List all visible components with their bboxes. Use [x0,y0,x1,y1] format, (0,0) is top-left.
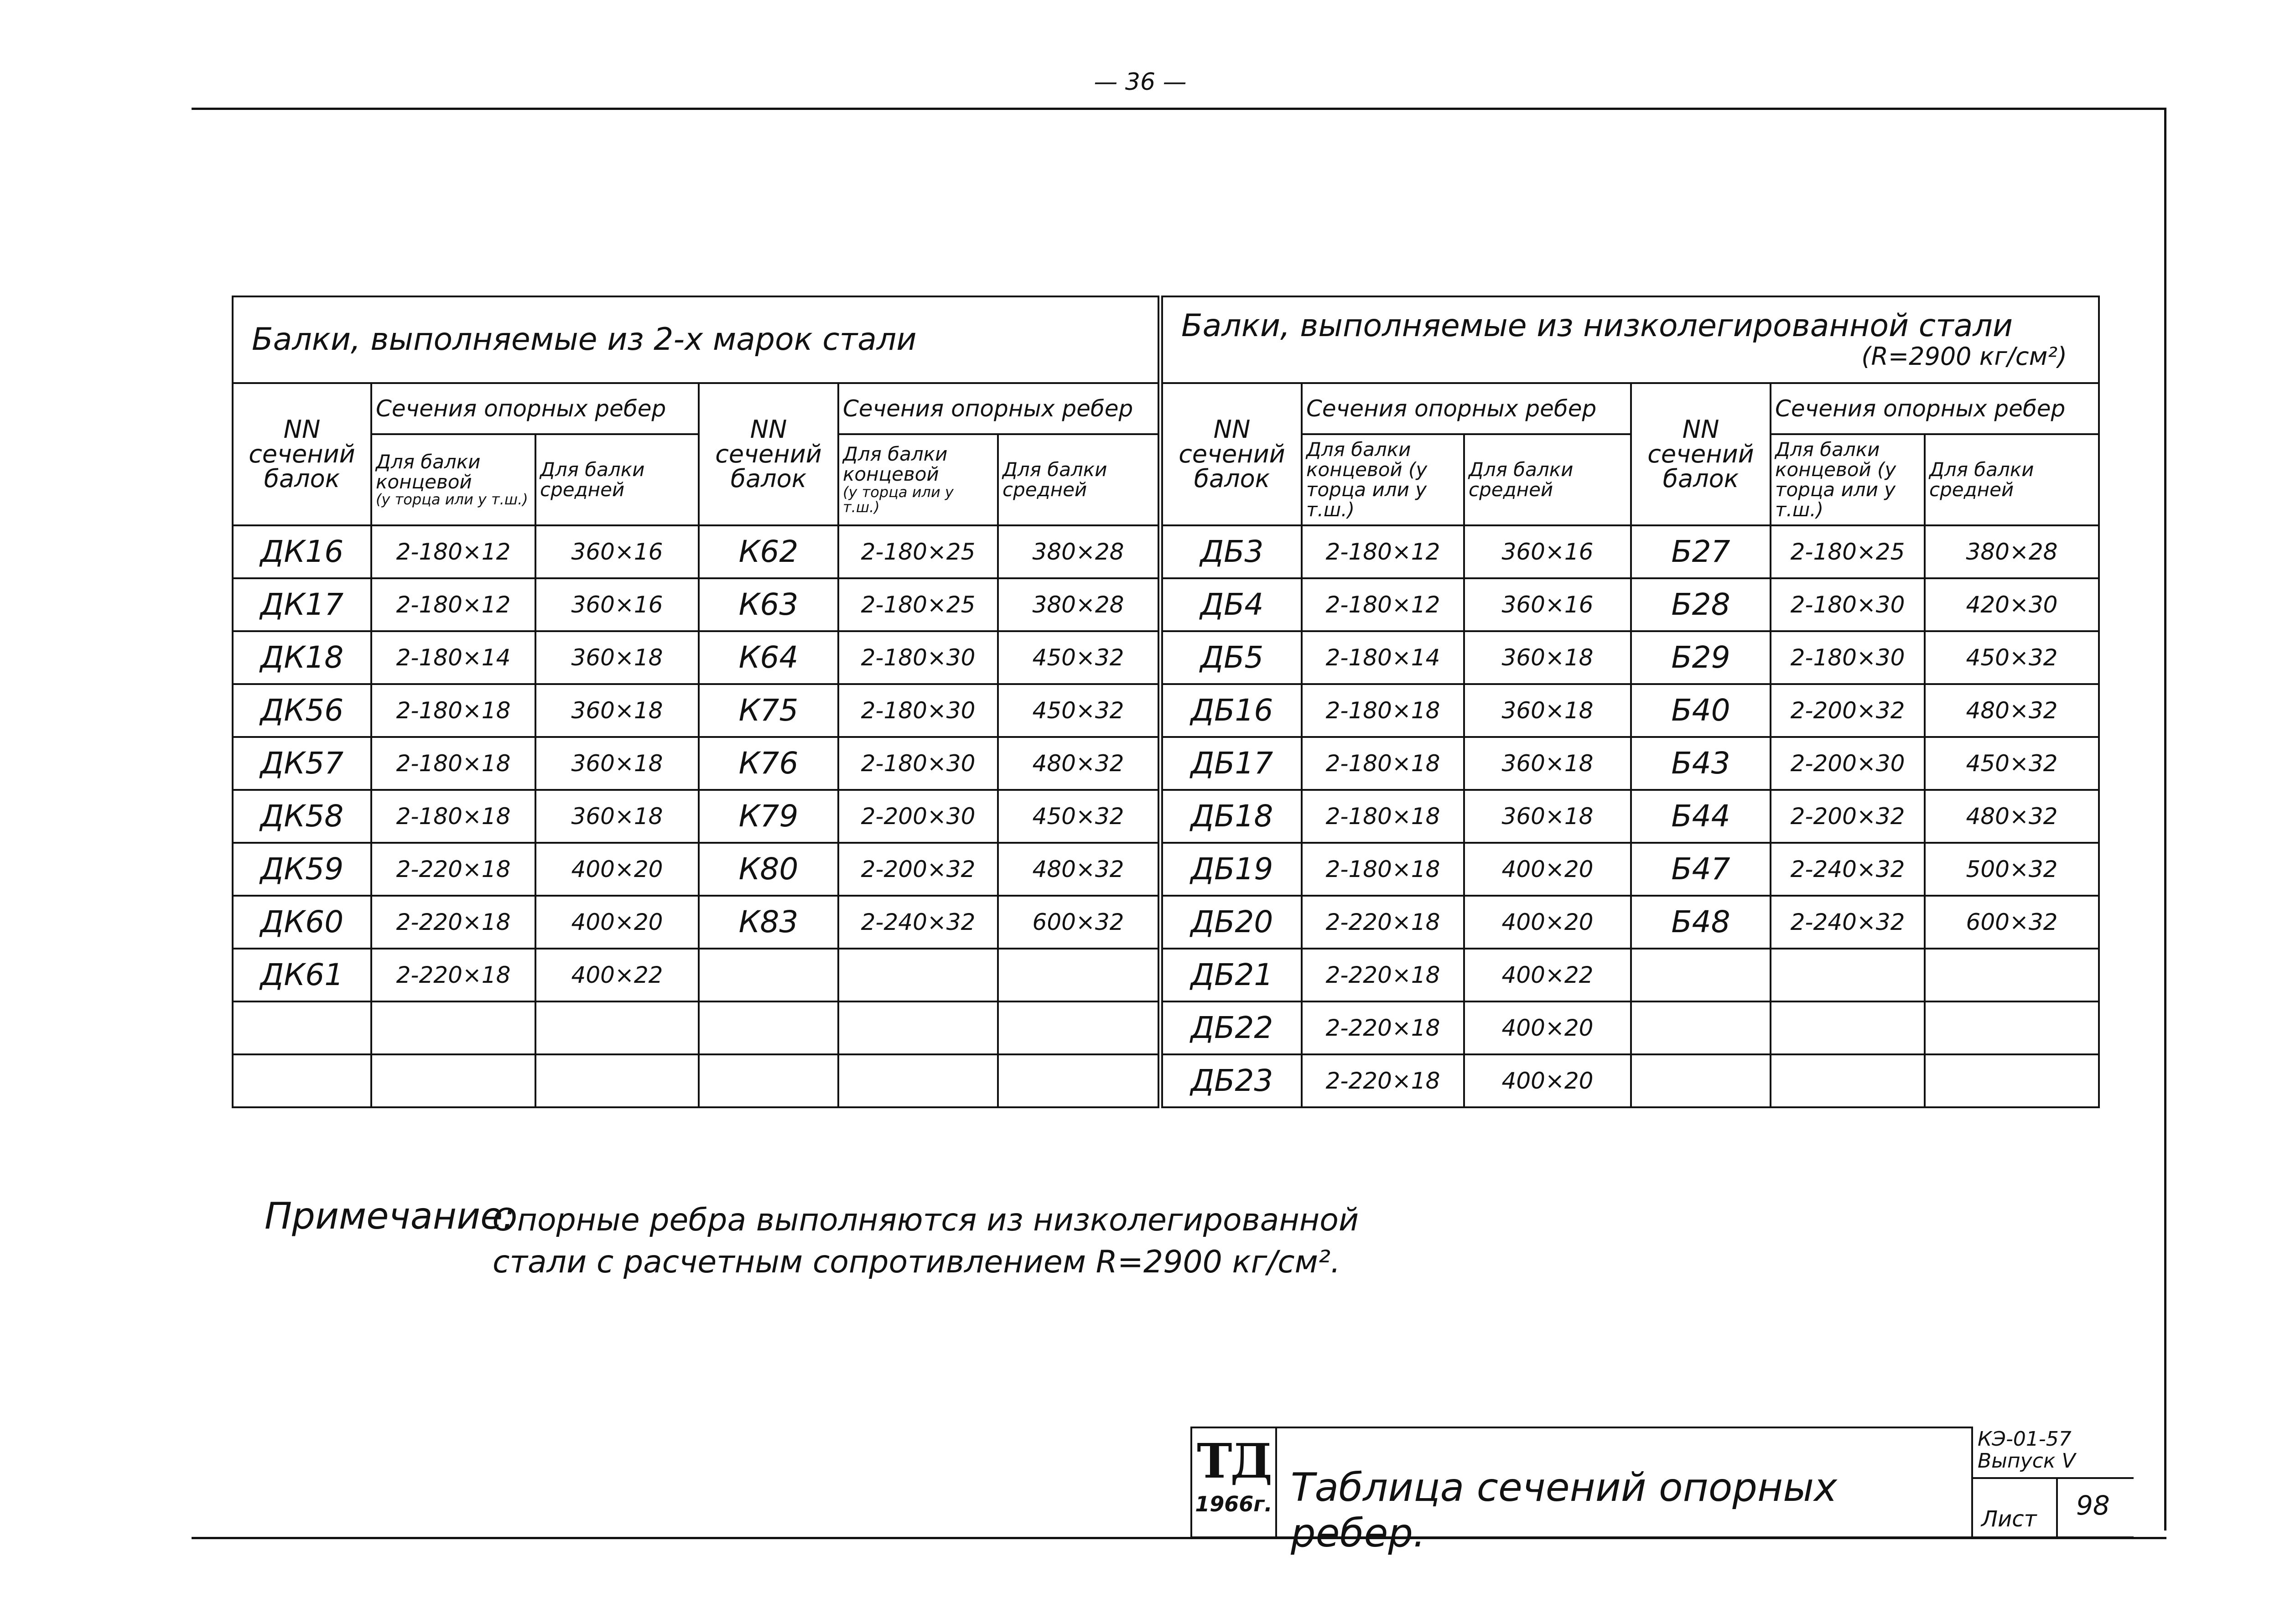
table-cell-c1: ДК18 [233,631,371,684]
table-cell-c8: 2-220×18 [1302,949,1464,1001]
table-cell-c8: 2-180×18 [1302,790,1464,843]
table-cell-c11: 2-180×30 [1771,578,1925,631]
table-cell-c9: 360×18 [1464,684,1631,737]
table-cell-c11: 2-240×32 [1771,843,1925,896]
table-cell-c6 [998,1054,1160,1107]
table-cell-c12 [1925,949,2099,1001]
table-cell-c9: 360×18 [1464,790,1631,843]
table-cell-c7: ДБ17 [1160,737,1302,790]
table-cell-c5: 2-240×32 [838,896,998,949]
header-nn-sections-1: NN сечений балок [233,383,371,525]
table-row [233,684,2099,737]
table-cell-c8: 2-180×18 [1302,684,1464,737]
right-frame-line [2164,108,2166,1531]
table-cell-c2 [371,1054,535,1107]
table-cell-c7: ДБ18 [1160,790,1302,843]
table-cell-c2: 2-180×12 [371,525,535,578]
header-sections-2: Сечения опорных ребер [838,383,1160,434]
table-cell-c2: 2-180×18 [371,737,535,790]
table-cell-c12: 500×32 [1925,843,2099,896]
table-cell-c9: 400×20 [1464,1054,1631,1107]
table-cell-c6: 480×32 [998,843,1160,896]
table-cell-c11: 2-200×32 [1771,684,1925,737]
table-cell-c5 [838,949,998,1001]
table-cell-c3: 360×16 [535,578,699,631]
table-cell-c4: К83 [699,896,838,949]
table-cell-c7: ДБ22 [1160,1001,1302,1054]
header-nn-sections-3: NN сечений балок [1160,383,1302,525]
header-sections-4: Сечения опорных ребер [1771,383,2099,434]
table-cell-c12: 480×32 [1925,684,2099,737]
table-cell-c11: 2-180×30 [1771,631,1925,684]
table-cell-c1: ДК61 [233,949,371,1001]
table-cell-c6: 450×32 [998,631,1160,684]
table-cell-c7: ДБ16 [1160,684,1302,737]
table-cell-c4 [699,1001,838,1054]
table-cell-c8: 2-180×18 [1302,737,1464,790]
table-cell-c4 [699,1054,838,1107]
table-cell-c5: 2-180×30 [838,684,998,737]
table-cell-c1: ДК60 [233,896,371,949]
table-cell-c4: К62 [699,525,838,578]
table-cell-c9: 360×18 [1464,737,1631,790]
table-cell-c12: 480×32 [1925,790,2099,843]
table-cell-c4: К80 [699,843,838,896]
table-cell-c8: 2-180×12 [1302,578,1464,631]
table-cell-c10 [1631,1054,1771,1107]
table-cell-c8: 2-180×14 [1302,631,1464,684]
header-mid-beam-3: Для балки средней [1464,434,1631,525]
table-cell-c11 [1771,1054,1925,1107]
header-nn-sections-2: NN сечений балок [699,383,838,525]
table-cell-c10: Б28 [1631,578,1771,631]
table-cell-c6: 480×32 [998,737,1160,790]
table-cell-c11: 2-200×30 [1771,737,1925,790]
table-cell-c8: 2-220×18 [1302,896,1464,949]
table-row [233,949,2099,1001]
title-block-sheet-label: Лист [1971,1477,2058,1538]
table-cell-c1: ДК59 [233,843,371,896]
table-cell-c6 [998,1001,1160,1054]
table-cell-c7: ДБ23 [1160,1054,1302,1107]
table-cell-c12 [1925,1001,2099,1054]
table-cell-c8: 2-180×18 [1302,843,1464,896]
table-cell-c6: 380×28 [998,578,1160,631]
title-block-series-code: КЭ-01-57 [1978,1427,2072,1451]
table-cell-c11: 2-200×32 [1771,790,1925,843]
table-cell-c10: Б27 [1631,525,1771,578]
table-cell-c6: 450×32 [998,684,1160,737]
table-cell-c5: 2-200×30 [838,790,998,843]
table-cell-c12: 450×32 [1925,737,2099,790]
table-cell-c10: Б44 [1631,790,1771,843]
table-cell-c12: 380×28 [1925,525,2099,578]
note-text: Опорные ребра выполняются из низколегированной стали с расчетным сопротивлением R=2900 кг/см². [493,1202,1359,1280]
table-cell-c6: 380×28 [998,525,1160,578]
table-row [233,1001,2099,1054]
table-cell-c4 [699,949,838,1001]
title-block-issue: Выпуск V [1978,1449,2076,1473]
table-row [233,631,2099,684]
group-title-two-grades: Балки, выполняемые из 2-х марок стали [233,296,1160,383]
table-cell-c1: ДК56 [233,684,371,737]
table-cell-c3: 360×18 [535,790,699,843]
table-body [233,525,2099,1107]
header-mid-beam-2: Для балки средней [998,434,1160,525]
table-row [233,896,2099,949]
table-cell-c10: Б43 [1631,737,1771,790]
title-block-code [1971,1427,2108,1479]
table-cell-c3: 400×20 [535,843,699,896]
table-cell-c3: 360×18 [535,631,699,684]
table-cell-c3 [535,1054,699,1107]
table-cell-c2: 2-220×18 [371,896,535,949]
table-cell-c6 [998,949,1160,1001]
table-cell-c1 [233,1001,371,1054]
group-title-low-alloy-subtitle: (R=2900 кг/см²) [1861,342,2067,371]
table-cell-c4: К63 [699,578,838,631]
header-mid-beam-4: Для балки средней [1925,434,2099,525]
header-end-beam-1 [371,434,535,525]
table-cell-c3: 360×18 [535,737,699,790]
table-row [233,843,2099,896]
table-cell-c3: 400×22 [535,949,699,1001]
table-cell-c5 [838,1054,998,1107]
table-cell-c7: ДБ20 [1160,896,1302,949]
group-title-low-alloy [1160,296,2099,383]
table-cell-c12: 600×32 [1925,896,2099,949]
table-cell-c11 [1771,949,1925,1001]
group-title-low-alloy-text: Балки, выполняемые из низколегированной стали [1181,308,2013,344]
table-row [233,578,2099,631]
table-cell-c3 [535,1001,699,1054]
table-cell-c5 [838,1001,998,1054]
table-cell-c4: К76 [699,737,838,790]
table-cell-c2: 2-180×18 [371,790,535,843]
table-cell-c1: ДК17 [233,578,371,631]
table-cell-c9: 360×16 [1464,525,1631,578]
table-cell-c5: 2-180×25 [838,578,998,631]
table-cell-c7: ДБ21 [1160,949,1302,1001]
header-sections-3: Сечения опорных ребер [1302,383,1631,434]
table-cell-c7: ДБ3 [1160,525,1302,578]
table-cell-c10: Б29 [1631,631,1771,684]
table-cell-c2: 2-180×18 [371,684,535,737]
table-row [233,525,2099,578]
header-end-beam-2 [838,434,998,525]
table-cell-c2: 2-180×14 [371,631,535,684]
table-cell-c3: 360×18 [535,684,699,737]
header-mid-beam-1: Для балки средней [535,434,699,525]
table-cell-c9: 400×20 [1464,1001,1631,1054]
table-cell-c10: Б40 [1631,684,1771,737]
table-cell-c11 [1771,1001,1925,1054]
title-block-sheet-number: 98 [2056,1477,2134,1538]
table-cell-c7: ДБ5 [1160,631,1302,684]
header-end-beam-2-text: Для балки концевой [843,443,948,486]
table-cell-c10: Б47 [1631,843,1771,896]
table-cell-c1: ДК58 [233,790,371,843]
table-cell-c2: 2-220×18 [371,949,535,1001]
table-cell-c2: 2-180×12 [371,578,535,631]
table-cell-c4: К64 [699,631,838,684]
table-row [233,1054,2099,1107]
table-cell-c2 [371,1001,535,1054]
table-cell-c1: ДК57 [233,737,371,790]
title-block [1190,1427,2153,1556]
table-cell-c11: 2-180×25 [1771,525,1925,578]
table-cell-c4: К79 [699,790,838,843]
td-logo-mark: ТД [1197,1433,1271,1489]
table-cell-c7: ДБ4 [1160,578,1302,631]
table-row [233,737,2099,790]
table-cell-c3: 400×20 [535,896,699,949]
table-cell-c6: 600×32 [998,896,1160,949]
header-end-beam-4: Для балки концевой (у торца или у т.ш.) [1771,434,1925,525]
table-cell-c7: ДБ19 [1160,843,1302,896]
table-cell-c6: 450×32 [998,790,1160,843]
title-block-logo [1190,1427,1277,1538]
table-cell-c4: К75 [699,684,838,737]
table-cell-c1 [233,1054,371,1107]
table-cell-c9: 360×18 [1464,631,1631,684]
title-block-year: 1966г. [1195,1492,1272,1516]
table-cell-c12 [1925,1054,2099,1107]
table-cell-c3: 360×16 [535,525,699,578]
header-end-beam-3: Для балки концевой (у торца или у т.ш.) [1302,434,1464,525]
title-block-title: Таблица сечений опорных ребер. [1275,1427,1973,1538]
table-row [233,790,2099,843]
header-sections-1: Сечения опорных ребер [371,383,699,434]
table-cell-c5: 2-180×30 [838,737,998,790]
note-label: Примечание: [265,1195,515,1237]
beam-section-table [232,296,2100,1108]
table-cell-c10 [1631,949,1771,1001]
page-number: — 36 — [1094,68,1187,96]
table-cell-c5: 2-180×25 [838,525,998,578]
header-end-beam-1-text: Для балки концевой [376,451,481,493]
table-cell-c8: 2-220×18 [1302,1001,1464,1054]
top-frame-line [192,108,2166,110]
header-end-beam-1-note: (у торца или у т.ш.) [376,491,528,508]
table-cell-c9: 400×22 [1464,949,1631,1001]
header-end-beam-2-note: (у торца или у т.ш.) [843,483,954,516]
table-cell-c8: 2-180×12 [1302,525,1464,578]
table-cell-c9: 360×16 [1464,578,1631,631]
table-cell-c5: 2-200×32 [838,843,998,896]
table-cell-c12: 450×32 [1925,631,2099,684]
table-cell-c1: ДК16 [233,525,371,578]
table-cell-c10 [1631,1001,1771,1054]
table-cell-c8: 2-220×18 [1302,1054,1464,1107]
table-cell-c10: Б48 [1631,896,1771,949]
header-nn-sections-4: NN сечений балок [1631,383,1771,525]
table-cell-c9: 400×20 [1464,843,1631,896]
table-cell-c9: 400×20 [1464,896,1631,949]
table-cell-c5: 2-180×30 [838,631,998,684]
table-cell-c2: 2-220×18 [371,843,535,896]
table-cell-c11: 2-240×32 [1771,896,1925,949]
table-cell-c12: 420×30 [1925,578,2099,631]
